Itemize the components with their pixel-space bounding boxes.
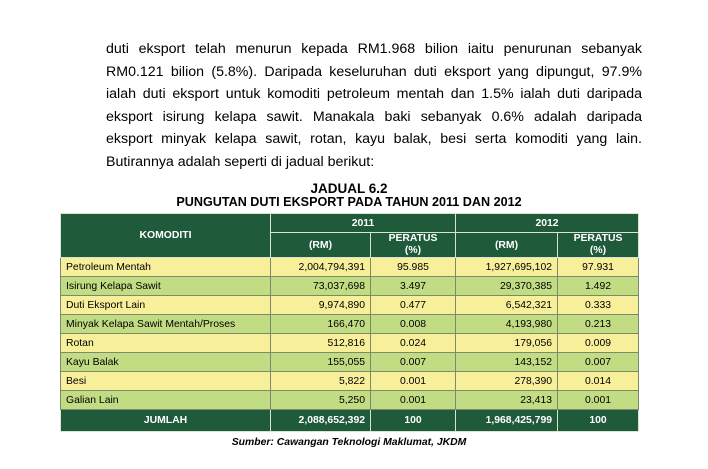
rm-2012: 278,390 [456,372,558,391]
rm-2012: 6,542,321 [456,296,558,315]
commodity-name: Besi [61,372,271,391]
rm-2011: 155,055 [271,353,371,372]
commodity-name: Minyak Kelapa Sawit Mentah/Proses [61,315,271,334]
rm-2011: 166,470 [271,315,371,334]
rm-2012: 29,370,385 [456,277,558,296]
commodity-name: Duti Eksport Lain [61,296,271,315]
commodity-name: Rotan [61,334,271,353]
header-peratus-2012 [558,233,639,258]
total-label: JUMLAH [61,410,271,432]
pct-2012: 0.007 [558,353,639,372]
rm-2012: 179,056 [456,334,558,353]
pct-2012: 97.931 [558,258,639,277]
pct-2011: 0.477 [371,296,456,315]
paragraph-line: eksport minyak kelapa sawit, rotan, kayu balak, besi serta komoditi yang lain. [106,131,642,148]
rm-2012: 1,927,695,102 [456,258,558,277]
table-row [61,277,639,296]
paragraph-line: ialah duti eksport untuk komoditi petroleum mentah dan 1.5% ialah duti daripada [106,86,642,103]
pct-2011: 0.007 [371,353,456,372]
header-komoditi: KOMODITI [61,214,271,258]
header-peratus-label: PERATUS [388,233,438,244]
rm-2011: 9,974,890 [271,296,371,315]
pct-2011: 3.497 [371,277,456,296]
table-title: JADUAL 6.2 [310,181,388,196]
total-rm-2012: 1,968,425,799 [456,410,558,432]
pct-2012: 0.213 [558,315,639,334]
pct-2012: 0.014 [558,372,639,391]
rm-2012: 4,193,980 [456,315,558,334]
rm-2011: 2,004,794,391 [271,258,371,277]
header-pct-label: (%) [404,245,422,256]
table-subtitle: PUNGUTAN DUTI EKSPORT PADA TAHUN 2011 DAN 2012 [176,195,522,209]
pct-2012: 0.009 [558,334,639,353]
commodity-name: Kayu Balak [61,353,271,372]
table-row [61,391,639,410]
table-row [61,296,639,315]
total-pct-2012: 100 [558,410,639,432]
rm-2011: 5,822 [271,372,371,391]
table-row [61,334,639,353]
table-row [61,353,639,372]
rm-2011: 73,037,698 [271,277,371,296]
total-rm-2011: 2,088,652,392 [271,410,371,432]
pct-2012: 1.492 [558,277,639,296]
pct-2012: 0.333 [558,296,639,315]
rm-2011: 512,816 [271,334,371,353]
table-row [61,258,639,277]
total-row [61,410,639,432]
table-row [61,315,639,334]
pct-2011: 0.008 [371,315,456,334]
paragraph-line: RM0.121 bilion (5.8%). Daripada keseluruhan duti eksport yang dipungut, 97.9% [106,63,642,80]
rm-2012: 143,152 [456,353,558,372]
pct-2011: 0.001 [371,391,456,410]
rm-2011: 5,250 [271,391,371,410]
rm-2012: 23,413 [456,391,558,410]
paragraph-line: Butirannya adalah seperti di jadual berikut: [106,153,375,170]
table-row [61,372,639,391]
paragraph-line: duti eksport telah menurun kepada RM1.968 bilion iaitu penurunan sebanyak [106,41,642,57]
pct-2011: 0.001 [371,372,456,391]
header-year-2011: 2011 [271,214,456,233]
header-rm-2011: (RM) [271,233,371,258]
source-note: Sumber: Cawangan Teknologi Maklumat, JKDM [231,437,467,448]
duty-table [60,213,639,432]
commodity-name: Petroleum Mentah [61,258,271,277]
pct-2011: 0.024 [371,334,456,353]
header-peratus-label: PERATUS [573,233,623,244]
header-year-2012: 2012 [456,214,639,233]
pct-2012: 0.001 [558,391,639,410]
header-pct-label: (%) [589,245,607,256]
paragraph-line: eksport isirung kelapa sawit. Manakala baki sebanyak 0.6% adalah daripada [106,108,642,125]
header-peratus-2011 [371,233,456,258]
pct-2011: 95.985 [371,258,456,277]
total-pct-2011: 100 [371,410,456,432]
commodity-name: Galian Lain [61,391,271,410]
header-rm-2012: (RM) [456,233,558,258]
commodity-name: Isirung Kelapa Sawit [61,277,271,296]
body-paragraph [106,38,642,174]
